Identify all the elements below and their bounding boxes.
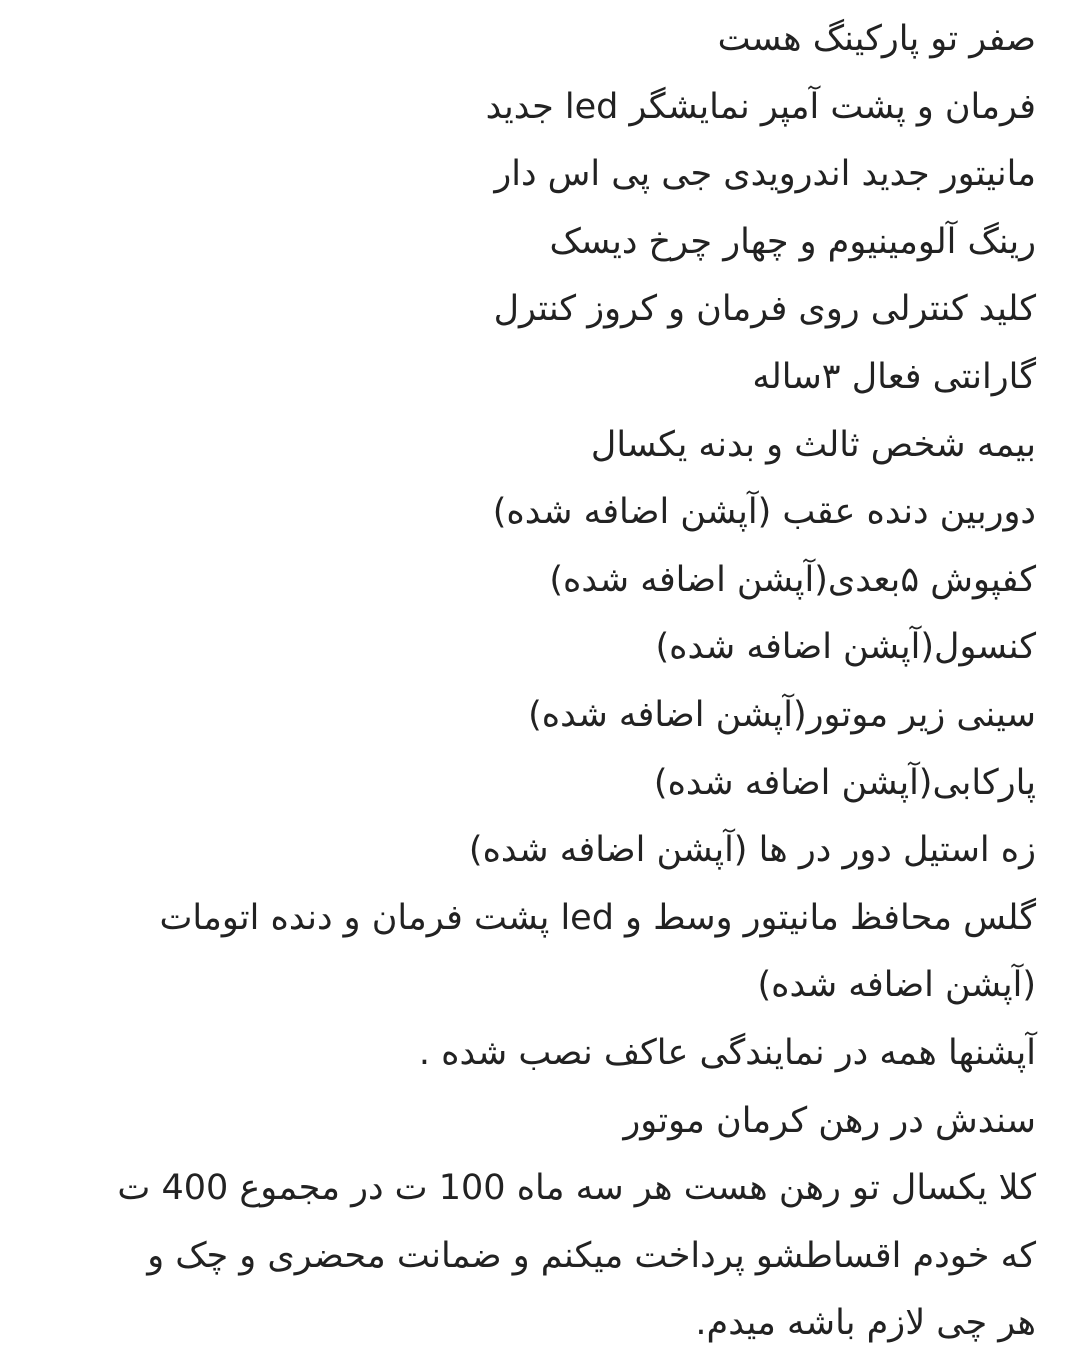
text-line-installments: کلا یکسال تو رهن هست هر سه ماه 100 ت در مجموع 400 ت [117,1168,1036,1209]
text-line-dealer-install: آپشنها همه در نمایندگی عاکف نصب شده . [418,1032,1036,1073]
text-line-parking-status: صفر تو پارکینگ هست [717,19,1036,59]
text-line-alloy-rims: رینگ آلومینیوم و چهار چرخ دیسک [549,221,1036,262]
text-line-rear-camera: دوربین دنده عقب (آپشن اضافه شده) [492,492,1036,533]
text-line-title-mortgage: سندش در رهن کرمان موتور [623,1100,1036,1141]
text-line-warranty: گارانتی فعال ۳ساله [752,356,1036,397]
text-line-screen-protector: گلس محافظ مانیتور وسط و led پشت فرمان و دنده اتومات [159,897,1036,938]
text-line-guarantee: که خودم اقساطشو پرداخت میکنم و ضمانت محضری و چک و [147,1235,1036,1276]
text-line-console: کنسول(آپشن اضافه شده) [655,627,1036,668]
text-line-android-monitor: مانیتور جدید اندرویدی جی پی اس دار [494,154,1036,195]
text-line-option-added: (آپشن اضافه شده) [757,965,1036,1006]
text-line-cruise-control: کلید کنترلی روی فرمان و کروز کنترل [493,289,1036,330]
listing-text-body [36,6,1036,1358]
text-line-insurance: بیمه شخص ثالث و بدنه یکسال [590,424,1036,465]
text-line-steering-led: فرمان و پشت آمپر نمایشگر led جدید [485,86,1036,127]
text-line-closing: هر چی لازم باشه میدم. [695,1303,1036,1344]
text-line-engine-tray: سینی زیر موتور(آپشن اضافه شده) [528,694,1036,735]
text-line-side-step: پارکابی(آپشن اضافه شده) [653,762,1036,803]
text-line-door-trim: زه استیل دور در ها (آپشن اضافه شده) [468,830,1036,871]
text-line-floor-mats: کفپوش ۵بعدی(آپشن اضافه شده) [549,559,1036,600]
